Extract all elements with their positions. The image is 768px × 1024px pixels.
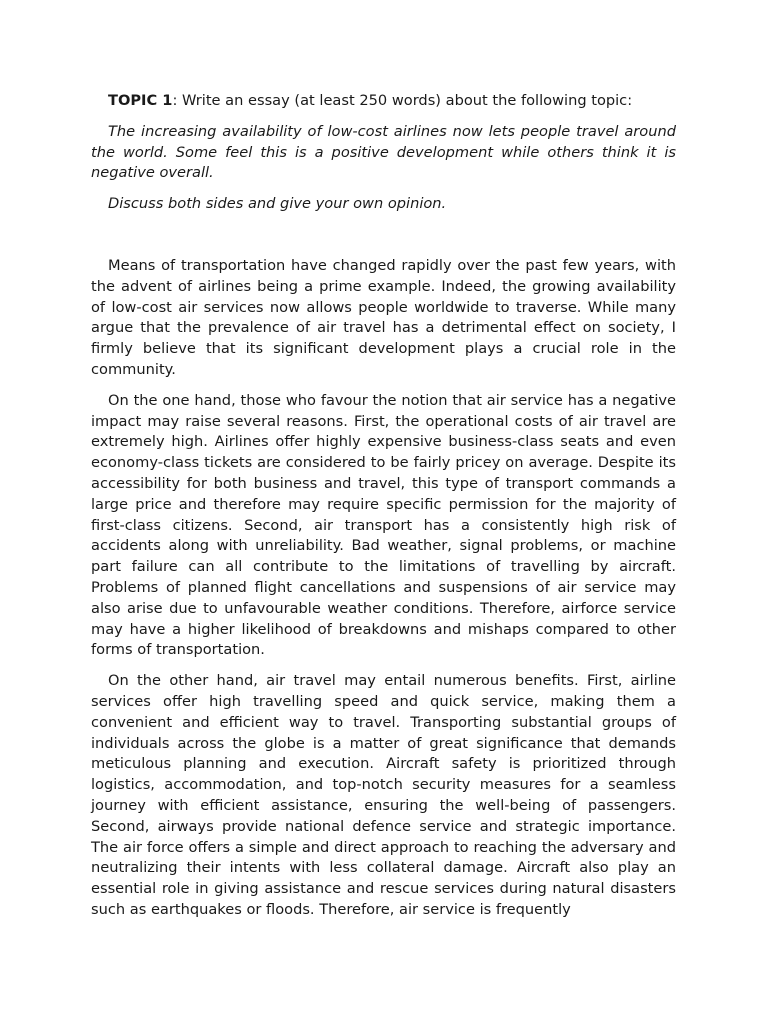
essay-paragraph-negative-view: On the one hand, those who favour the notion that air service has a negative impact may raise several reasons. First, the operational costs of air travel are extremely high. Airlines offer highly expensive business-class seats and even economy-class tickets are considered to be fairly pricey on average. Despite its accessibility for both business and travel, this type of transport commands a large price and therefore may require specific permission for the majority of first-class citizens. Second, air transport has a consistently high risk of accidents along with unreliability. Bad weather, signal problems, or machine part failure can all contribute to the limitations of travelling by aircraft. Problems of planned flight cancellations and suspensions of air service may also arise due to unfavourable weather conditions. Therefore, airforce service may have a higher likelihood of breakdowns and mishaps compared to other forms of transportation. — [91, 391, 676, 659]
essay-paragraph-introduction: Means of transportation have changed rapidly over the past few years, with the advent of airlines being a prime example. Indeed, the growing availability of low-cost air services now allows people worldwide to traverse. While many argue that the prevalence of air travel has a detrimental effect on society, I firmly believe that its significant development plays a crucial role in the community. — [91, 256, 676, 378]
topic-text: : Write an essay (at least 250 words) about the following topic: — [172, 92, 633, 109]
document-page — [91, 90, 676, 931]
topic-heading — [91, 91, 676, 112]
essay-instruction: Discuss both sides and give your own opinion. — [108, 195, 447, 213]
essay-prompt: The increasing availability of low-cost airlines now lets people travel around the world. Some feel this is a positive development while others think it is negative overall. — [91, 122, 676, 182]
topic-label: TOPIC 1 — [108, 92, 173, 109]
essay-paragraph-positive-view: On the other hand, air travel may entail numerous benefits. First, airline services offer high travelling speed and quick service, making them a convenient and efficient way to travel. Transporting substantial groups of individuals across the globe is a matter of great significance that demands meticulous planning and execution. Aircraft safety is prioritized through logistics, accommodation, and top-notch security measures for a seamless journey with efficient assistance, ensuring the well-being of passengers. Second, airways provide national defence service and strategic importance. The air force offers a simple and direct approach to reaching the adversary and neutralizing their intents with less collateral damage. Aircraft also play an essential role in giving assistance and rescue services during natural disasters such as earthquakes or floods. Therefore, air service is frequently — [91, 672, 676, 918]
